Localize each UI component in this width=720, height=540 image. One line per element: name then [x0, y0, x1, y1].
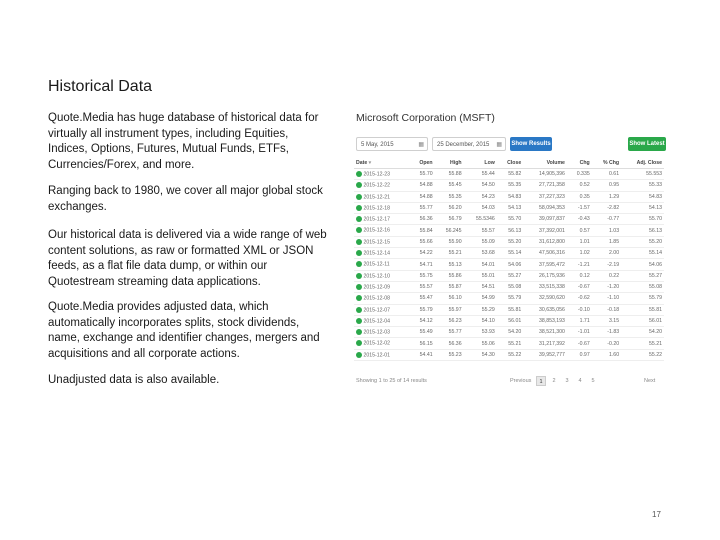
value-cell: 55.77 [435, 327, 464, 338]
value-cell: 56.36 [435, 338, 464, 349]
page-link[interactable]: 5 [591, 378, 595, 384]
next-link[interactable]: Next [644, 378, 656, 384]
value-cell: 55.22 [621, 349, 664, 360]
value-cell: -1.57 [567, 202, 592, 213]
status-dot-icon [356, 194, 362, 200]
table-header-row [354, 157, 664, 169]
date-cell: 2015-12-11 [354, 259, 409, 270]
value-cell: 31,217,392 [523, 338, 567, 349]
calendar-icon[interactable]: ▦ [418, 142, 424, 148]
value-cell: 56.79 [435, 214, 464, 225]
value-cell: -1.10 [592, 293, 621, 304]
paragraph-unadjusted: Unadjusted data is also available. [48, 374, 220, 386]
value-cell: 54.06 [497, 259, 523, 270]
value-cell: 55.77 [409, 202, 434, 213]
value-cell: 54.03 [464, 202, 497, 213]
value-cell: 0.12 [567, 270, 592, 281]
end-date-value: 25 December, 2015 [437, 142, 490, 148]
status-dot-icon [356, 318, 362, 324]
value-cell: 55.20 [621, 236, 664, 247]
value-cell: 55.84 [409, 225, 434, 236]
value-cell: -0.62 [567, 293, 592, 304]
paragraph-adjusted: Quote.Media provides adjusted data, which automatically incorporates splits, stock dividends, name, exchange and identifier changes, mergers and acquisitions and all corporate actions. [48, 301, 320, 360]
value-cell: 56.245 [435, 225, 464, 236]
value-cell: 55.47 [409, 293, 434, 304]
value-cell: 55.70 [409, 169, 434, 180]
table-row [354, 259, 664, 270]
status-dot-icon [356, 329, 362, 335]
start-date-input[interactable] [356, 137, 428, 151]
value-cell: 54.50 [464, 180, 497, 191]
value-cell: 33,515,338 [523, 281, 567, 292]
value-cell: 56.01 [621, 315, 664, 326]
value-cell: 54.41 [409, 349, 434, 360]
value-cell: 56.13 [497, 225, 523, 236]
column-header-0[interactable]: Date ▾ [354, 157, 409, 169]
date-controls [356, 137, 666, 153]
column-header-4[interactable]: Close [497, 157, 523, 169]
value-cell: -0.20 [592, 338, 621, 349]
value-cell: 55.87 [435, 281, 464, 292]
table-row [354, 349, 664, 360]
value-cell: 2.00 [592, 248, 621, 259]
show-results-button[interactable]: Show Results [510, 137, 552, 151]
table-row [354, 281, 664, 292]
column-header-1[interactable]: Open [409, 157, 434, 169]
value-cell: 54.30 [464, 349, 497, 360]
date-cell: 2015-12-14 [354, 248, 409, 259]
value-cell: 55.82 [497, 169, 523, 180]
value-cell: 55.20 [497, 236, 523, 247]
status-dot-icon [356, 307, 362, 313]
date-cell: 2015-12-09 [354, 281, 409, 292]
table-body [354, 169, 664, 361]
show-latest-button[interactable]: Show Latest [628, 137, 666, 151]
value-cell: 54.23 [464, 191, 497, 202]
page-link[interactable]: 4 [578, 378, 582, 384]
value-cell: 55.86 [435, 270, 464, 281]
value-cell: -1.83 [592, 327, 621, 338]
column-header-5[interactable]: Volume [523, 157, 567, 169]
table-row [354, 248, 664, 259]
table-row [354, 191, 664, 202]
value-cell: 0.61 [592, 169, 621, 180]
value-cell: -1.20 [592, 281, 621, 292]
date-cell: 2015-12-21 [354, 191, 409, 202]
value-cell: 0.57 [567, 225, 592, 236]
value-cell: -2.19 [592, 259, 621, 270]
value-cell: 55.79 [497, 293, 523, 304]
value-cell: 54.83 [621, 191, 664, 202]
value-cell: 56.15 [409, 338, 434, 349]
value-cell: 55.79 [621, 293, 664, 304]
value-cell: 55.27 [621, 270, 664, 281]
value-cell: 55.21 [621, 338, 664, 349]
value-cell: 54.20 [621, 327, 664, 338]
status-dot-icon [356, 352, 362, 358]
date-cell: 2015-12-08 [354, 293, 409, 304]
status-dot-icon [356, 284, 362, 290]
table-row [354, 225, 664, 236]
status-dot-icon [356, 227, 362, 233]
value-cell: 54.10 [464, 315, 497, 326]
value-cell: 55.14 [497, 248, 523, 259]
table-row [354, 327, 664, 338]
value-cell: 55.81 [621, 304, 664, 315]
start-date-value: 5 May, 2015 [361, 142, 394, 148]
value-cell: -0.77 [592, 214, 621, 225]
page-link[interactable]: 2 [552, 378, 556, 384]
value-cell: 55.13 [435, 259, 464, 270]
value-cell: 55.33 [621, 180, 664, 191]
date-cell: 2015-12-17 [354, 214, 409, 225]
value-cell: 55.08 [621, 281, 664, 292]
value-cell: 0.97 [567, 349, 592, 360]
value-cell: 1.02 [567, 248, 592, 259]
status-dot-icon [356, 295, 362, 301]
date-cell: 2015-12-22 [354, 180, 409, 191]
value-cell: 0.335 [567, 169, 592, 180]
table-row [354, 304, 664, 315]
value-cell: 55.90 [435, 236, 464, 247]
paragraph-coverage: Ranging back to 1980, we cover all major global stock exchanges. [48, 185, 323, 213]
status-dot-icon [356, 273, 362, 279]
value-cell: 55.21 [497, 338, 523, 349]
value-cell: 55.75 [409, 270, 434, 281]
value-cell: 37,227,323 [523, 191, 567, 202]
value-cell: 55.22 [497, 349, 523, 360]
value-cell: 54.06 [621, 259, 664, 270]
table-row [354, 214, 664, 225]
value-cell: 38,853,193 [523, 315, 567, 326]
value-cell: 54.71 [409, 259, 434, 270]
date-cell: 2015-12-16 [354, 225, 409, 236]
status-dot-icon [356, 239, 362, 245]
value-cell: 54.01 [464, 259, 497, 270]
value-cell: 0.95 [592, 180, 621, 191]
value-cell: 54.88 [409, 180, 434, 191]
value-cell: 55.57 [464, 225, 497, 236]
value-cell: 53.93 [464, 327, 497, 338]
value-cell: 56.10 [435, 293, 464, 304]
value-cell: 55.553 [621, 169, 664, 180]
column-header-2[interactable]: High [435, 157, 464, 169]
value-cell: -0.67 [567, 281, 592, 292]
table-row [354, 315, 664, 326]
value-cell: 55.70 [621, 214, 664, 225]
value-cell: 31,612,800 [523, 236, 567, 247]
value-cell: 54.20 [497, 327, 523, 338]
value-cell: 54.51 [464, 281, 497, 292]
value-cell: 54.12 [409, 315, 434, 326]
table-row [354, 338, 664, 349]
table-row [354, 293, 664, 304]
value-cell: -0.67 [567, 338, 592, 349]
status-dot-icon [356, 340, 362, 346]
column-header-3[interactable]: Low [464, 157, 497, 169]
value-cell: -2.82 [592, 202, 621, 213]
value-cell: 56.20 [435, 202, 464, 213]
value-cell: 55.66 [409, 236, 434, 247]
value-cell: 54.13 [497, 202, 523, 213]
value-cell: 55.35 [497, 180, 523, 191]
date-cell: 2015-12-04 [354, 315, 409, 326]
value-cell: 0.52 [567, 180, 592, 191]
value-cell: 55.14 [621, 248, 664, 259]
value-cell: 55.5346 [464, 214, 497, 225]
value-cell: 38,521,300 [523, 327, 567, 338]
previous-link[interactable]: Previous [510, 378, 532, 384]
value-cell: 55.79 [409, 304, 434, 315]
date-cell: 2015-12-03 [354, 327, 409, 338]
value-cell: 55.35 [435, 191, 464, 202]
date-cell: 2015-12-01 [354, 349, 409, 360]
value-cell: 56.36 [409, 214, 434, 225]
value-cell: 55.08 [497, 281, 523, 292]
value-cell: 14,905,396 [523, 169, 567, 180]
date-cell: 2015-12-18 [354, 202, 409, 213]
value-cell: 54.13 [621, 202, 664, 213]
value-cell: 56.23 [435, 315, 464, 326]
value-cell: 1.85 [592, 236, 621, 247]
value-cell: 55.97 [435, 304, 464, 315]
historical-data-table [354, 157, 664, 361]
value-cell: 54.88 [409, 191, 434, 202]
status-dot-icon [356, 261, 362, 267]
table-row [354, 169, 664, 180]
value-cell: 56.01 [497, 315, 523, 326]
value-cell: 1.01 [567, 236, 592, 247]
value-cell: 1.71 [567, 315, 592, 326]
value-cell: 39,097,837 [523, 214, 567, 225]
value-cell: 55.49 [409, 327, 434, 338]
value-cell: 54.99 [464, 293, 497, 304]
value-cell: 58,094,353 [523, 202, 567, 213]
value-cell: 1.60 [592, 349, 621, 360]
column-header-7[interactable]: % Chg [592, 157, 621, 169]
paragraph-delivery: Our historical data is delivered via a wide range of web content solutions, as raw or formatted XML or JSON feeds, as a flat file data dump, or within our Quotestream streaming data applications. [48, 229, 327, 288]
value-cell: 37,392,001 [523, 225, 567, 236]
value-cell: 39,952,777 [523, 349, 567, 360]
table-row [354, 236, 664, 247]
value-cell: 55.81 [497, 304, 523, 315]
company-title: Microsoft Corporation (MSFT) [356, 112, 495, 124]
value-cell: 30,635,056 [523, 304, 567, 315]
date-cell: 2015-12-07 [354, 304, 409, 315]
calendar-icon[interactable]: ▦ [496, 142, 502, 148]
status-dot-icon [356, 171, 362, 177]
status-dot-icon [356, 250, 362, 256]
value-cell: 55.23 [435, 349, 464, 360]
pagination-info: Showing 1 to 25 of 14 results [356, 378, 427, 384]
date-cell: 2015-12-15 [354, 236, 409, 247]
value-cell: 0.35 [567, 191, 592, 202]
value-cell: -1.21 [567, 259, 592, 270]
value-cell: 55.57 [409, 281, 434, 292]
status-dot-icon [356, 205, 362, 211]
table-row [354, 202, 664, 213]
value-cell: 55.88 [435, 169, 464, 180]
value-cell: 27,721,358 [523, 180, 567, 191]
page-link[interactable]: 1 [536, 376, 546, 386]
value-cell: 47,506,316 [523, 248, 567, 259]
value-cell: 55.45 [435, 180, 464, 191]
value-cell: 55.44 [464, 169, 497, 180]
value-cell: 55.09 [464, 236, 497, 247]
status-dot-icon [356, 216, 362, 222]
page-link[interactable]: 3 [565, 378, 569, 384]
value-cell: 0.22 [592, 270, 621, 281]
value-cell: -0.10 [567, 304, 592, 315]
value-cell: -0.43 [567, 214, 592, 225]
value-cell: 55.27 [497, 270, 523, 281]
value-cell: -0.18 [592, 304, 621, 315]
value-cell: 55.29 [464, 304, 497, 315]
value-cell: 55.21 [435, 248, 464, 259]
table-row [354, 180, 664, 191]
end-date-input[interactable] [432, 137, 506, 151]
value-cell: 1.29 [592, 191, 621, 202]
value-cell: 37,595,472 [523, 259, 567, 270]
date-cell: 2015-12-23 [354, 169, 409, 180]
historical-data-widget [348, 100, 670, 390]
column-header-8[interactable]: Adj. Close [621, 157, 664, 169]
sort-icon[interactable]: ▾ [367, 159, 372, 166]
value-cell: 55.01 [464, 270, 497, 281]
value-cell: 56.13 [621, 225, 664, 236]
table-row [354, 270, 664, 281]
column-header-6[interactable]: Chg [567, 157, 592, 169]
value-cell: 55.06 [464, 338, 497, 349]
value-cell: 54.83 [497, 191, 523, 202]
value-cell: 55.70 [497, 214, 523, 225]
slide-page-number: 17 [652, 510, 661, 519]
date-cell: 2015-12-02 [354, 338, 409, 349]
value-cell: 53.68 [464, 248, 497, 259]
pagination [354, 378, 664, 388]
date-cell: 2015-12-10 [354, 270, 409, 281]
paragraph-database: Quote.Media has huge database of historical data for virtually all instrument types, including Equities, Indices, Options, Futures, Mutual Funds, ETFs, Currencies/Forex, and more. [48, 112, 319, 171]
slide-title: Historical Data [48, 78, 153, 95]
status-dot-icon [356, 182, 362, 188]
value-cell: 3.15 [592, 315, 621, 326]
value-cell: 54.22 [409, 248, 434, 259]
value-cell: 26,175,936 [523, 270, 567, 281]
value-cell: 1.03 [592, 225, 621, 236]
value-cell: 32,590,620 [523, 293, 567, 304]
value-cell: -1.01 [567, 327, 592, 338]
